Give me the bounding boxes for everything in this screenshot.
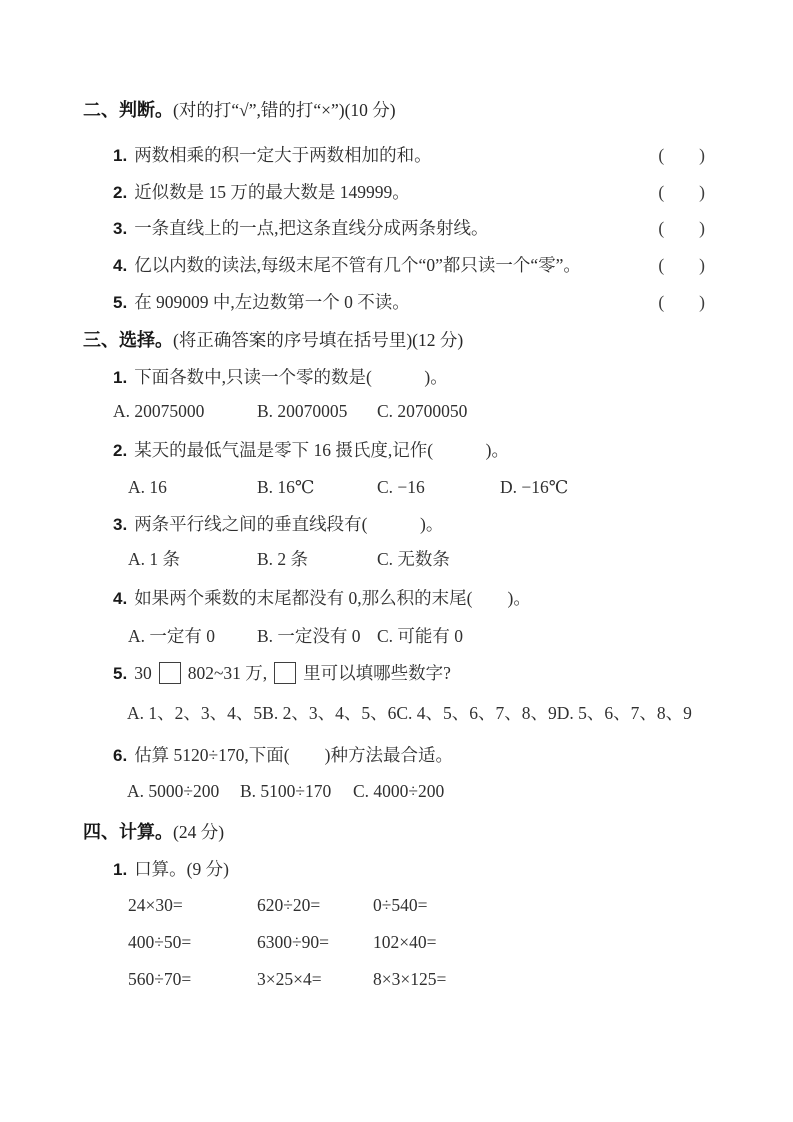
judge-item-text (113, 216, 489, 241)
oral-problem: 560÷70= (128, 969, 192, 989)
fill-box (274, 662, 296, 684)
oral-problem: 8×3×125= (373, 969, 447, 989)
oral-calc-label: 口算。(9 分) (134, 859, 229, 879)
option: B. 20070005 (257, 401, 348, 421)
section-choice-header (83, 328, 463, 353)
question-number: 3. (113, 515, 128, 534)
choice-q4 (113, 586, 531, 611)
judge-item-text (113, 143, 432, 168)
question-text: 里可以填哪些数字? (303, 663, 451, 683)
option: D. 5、6、7、8、9 (556, 703, 692, 723)
choice-q2-options (128, 475, 568, 500)
answer-bracket: ( ) (658, 182, 705, 202)
question-text: 近似数是 15 万的最大数是 149999。 (134, 182, 410, 202)
oral-calc-row-2 (128, 930, 437, 955)
oral-problem: 6300÷90= (257, 932, 329, 952)
choice-q1 (113, 365, 448, 390)
question-text: 下面各数中,只读一个零的数是( )。 (134, 367, 448, 387)
answer-bracket: ( ) (658, 255, 705, 275)
choice-q5 (113, 661, 451, 686)
oral-calc-row-1 (128, 893, 427, 918)
question-number: 5. (113, 293, 128, 312)
fill-box (159, 662, 181, 684)
option: D. −16℃ (500, 477, 569, 497)
option: A. 16 (128, 477, 167, 497)
option: C. −16 (377, 477, 425, 497)
answer-bracket: ( ) (658, 145, 705, 165)
section-judge-subtitle: (对的打“√”,错的打“×”)(10 分) (173, 100, 396, 120)
option: A. 1 条 (128, 549, 181, 569)
choice-q5-options (127, 701, 692, 726)
judge-item-3 (113, 216, 705, 241)
option: C. 20700050 (377, 401, 468, 421)
question-text: 802~31 万, (187, 663, 268, 683)
option: B. 一定没有 0 (257, 626, 361, 646)
choice-q6 (113, 743, 453, 768)
option: C. 4000÷200 (353, 781, 445, 801)
option: B. 5100÷170 (240, 781, 332, 801)
answer-bracket: ( ) (658, 292, 705, 312)
section-choice-subtitle: (将正确答案的序号填在括号里)(12 分) (173, 330, 464, 350)
option: C. 可能有 0 (377, 626, 464, 646)
question-number: 2. (113, 183, 128, 202)
choice-q4-options (128, 624, 463, 649)
judge-item-text (113, 290, 410, 315)
judge-item-5 (113, 290, 705, 315)
option: C. 无数条 (377, 549, 450, 569)
option: B. 16℃ (257, 477, 315, 497)
question-text: 估算 5120÷170,下面( )种方法最合适。 (134, 745, 453, 765)
question-text: 两数相乘的积一定大于两数相加的和。 (134, 145, 432, 165)
choice-q3 (113, 512, 443, 537)
question-text: 30 (134, 663, 152, 683)
section-choice-title: 三、选择。 (83, 330, 173, 350)
judge-item-text (113, 180, 410, 205)
question-number: 6. (113, 746, 128, 765)
question-text: 两条平行线之间的垂直线段有( )。 (134, 514, 444, 534)
question-text: 如果两个乘数的末尾都没有 0,那么积的末尾( )。 (134, 588, 531, 608)
section-calc-header (83, 820, 224, 845)
question-number: 5. (113, 664, 128, 683)
option: A. 一定有 0 (128, 626, 216, 646)
option: B. 2、3、4、5、6 (262, 703, 397, 723)
question-number: 4. (113, 256, 128, 275)
choice-q6-options (127, 779, 444, 804)
judge-item-2 (113, 180, 705, 205)
question-text: 在 909009 中,左边数第一个 0 不读。 (134, 292, 410, 312)
choice-q3-options (128, 547, 450, 572)
oral-problem: 24×30= (128, 895, 183, 915)
oral-problem: 102×40= (373, 932, 437, 952)
section-judge-title: 二、判断。 (83, 100, 173, 120)
question-number: 1. (113, 368, 128, 387)
question-number: 4. (113, 589, 128, 608)
oral-calc-row-3 (128, 967, 446, 992)
judge-item-1 (113, 143, 705, 168)
question-number: 1. (113, 860, 128, 879)
oral-problem: 3×25×4= (257, 969, 322, 989)
option: A. 20075000 (113, 401, 205, 421)
question-text: 某天的最低气温是零下 16 摄氏度,记作( )。 (134, 440, 509, 460)
judge-item-text (113, 253, 581, 278)
option: B. 2 条 (257, 549, 309, 569)
section-judge-header (83, 98, 396, 123)
answer-bracket: ( ) (658, 218, 705, 238)
choice-q1-options (113, 399, 467, 424)
judge-item-4 (113, 253, 705, 278)
option: A. 1、2、3、4、5 (127, 703, 263, 723)
question-number: 3. (113, 219, 128, 238)
section-calc-subtitle: (24 分) (173, 822, 225, 842)
oral-calc-header (113, 857, 229, 882)
oral-problem: 400÷50= (128, 932, 192, 952)
question-text: 亿以内数的读法,每级末尾不管有几个“0”都只读一个“零”。 (134, 255, 581, 275)
section-calc-title: 四、计算。 (83, 822, 173, 842)
question-text: 一条直线上的一点,把这条直线分成两条射线。 (134, 218, 489, 238)
option: C. 4、5、6、7、8、9 (396, 703, 557, 723)
question-number: 1. (113, 146, 128, 165)
oral-problem: 620÷20= (257, 895, 321, 915)
option: A. 5000÷200 (127, 781, 220, 801)
oral-problem: 0÷540= (373, 895, 428, 915)
choice-q2 (113, 438, 509, 463)
question-number: 2. (113, 441, 128, 460)
